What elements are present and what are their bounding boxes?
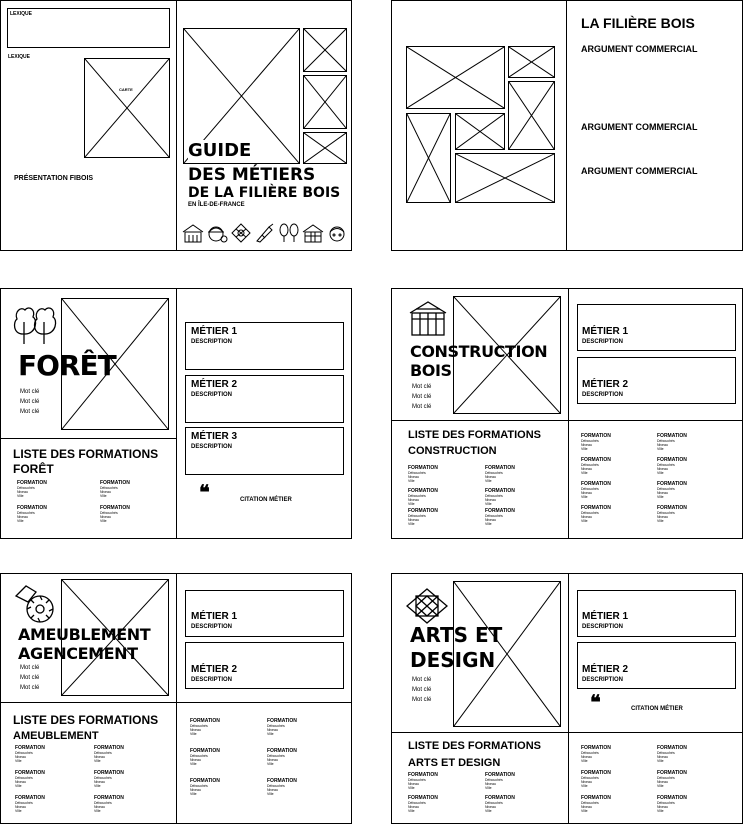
ameublement-title-2: AGENCEMENT [18,644,138,663]
formation-line: Ville [657,495,664,499]
filiere-image-3 [508,81,555,150]
formation-line: Débouchés [15,776,33,780]
formation-label: FORMATION [485,465,515,471]
formation-line: Niveau [485,498,496,502]
formation-label: FORMATION [94,770,124,776]
formation-label: FORMATION [657,795,687,801]
formation-line: Niveau [485,518,496,522]
formation-label: FORMATION [581,795,611,801]
foret-quote-mark: ❝ [199,480,210,504]
map-placeholder [84,58,170,158]
formation-line: Ville [581,784,588,788]
formation-line: Niveau [657,467,668,471]
formation-line: Débouchés [581,511,599,515]
foret-metier-1-desc: DESCRIPTION [191,339,233,345]
formation-line: Niveau [408,498,419,502]
formation-line: Niveau [408,782,419,786]
foret-keyword-3: Mot clé [20,409,40,415]
foret-keyword-1: Mot clé [20,389,40,395]
formation-item [267,748,327,766]
formation-item [408,465,468,483]
formation-line: Débouchés [581,487,599,491]
formation-item [581,433,641,451]
formation-line: Niveau [657,780,668,784]
formation-label: FORMATION [408,488,438,494]
cover-thumb-2 [303,75,347,129]
formation-line: Niveau [657,515,668,519]
formation-line: Débouchés [267,754,285,758]
formation-line: Ville [408,809,415,813]
formation-label: FORMATION [408,465,438,471]
trees-icon [278,223,300,243]
ameublement-metier-2-desc: DESCRIPTION [191,677,233,683]
cover-title-line2: DES MÉTIERS [188,165,316,185]
foret-list-title-1: LISTE DES FORMATIONS [13,447,159,461]
formation-line: Ville [485,479,492,483]
formation-item [408,508,468,526]
formation-line: Ville [408,786,415,790]
formation-item [581,505,641,523]
filiere-image-2 [508,46,555,78]
formation-line: Débouchés [485,514,503,518]
formation-line: Ville [485,522,492,526]
formation-line: Ville [267,732,274,736]
formation-line: Niveau [15,780,26,784]
formation-line: Niveau [485,805,496,809]
formation-line: Débouchés [408,494,426,498]
formation-label: FORMATION [581,745,611,751]
tools-icon [254,223,276,243]
ameublement-metier-2-title: MÉTIER 2 [191,664,238,675]
formation-line: Ville [408,522,415,526]
formation-item [485,772,545,790]
construction-title-1: CONSTRUCTION [410,342,548,361]
foret-keyword-2: Mot clé [20,399,40,405]
foret-citation: CITATION MÉTIER [240,497,292,503]
formation-line: Niveau [485,475,496,479]
formation-line: Ville [657,759,664,763]
filiere-argument-2: ARGUMENT COMMERCIAL [581,122,698,132]
formation-line: Ville [408,479,415,483]
formation-line: Ville [657,447,664,451]
filiere-image-6 [455,153,555,203]
formation-item [581,745,641,763]
formation-line: Débouchés [94,751,112,755]
formation-label: FORMATION [485,508,515,514]
cover-title-line3: DE LA FILIÈRE BOIS [188,185,341,201]
formation-line: Niveau [581,805,592,809]
formation-label: FORMATION [657,770,687,776]
formation-line: Niveau [408,805,419,809]
formation-label: FORMATION [100,480,130,486]
formation-item [100,480,160,498]
construction-divider [391,420,743,421]
formation-label: FORMATION [94,795,124,801]
formation-item [408,795,468,813]
formation-line: Débouchés [657,487,675,491]
ameublement-metier-1-title: MÉTIER 1 [191,611,238,622]
formation-line: Débouchés [485,801,503,805]
formation-line: Ville [267,792,274,796]
ameublement-list-title-1: LISTE DES FORMATIONS [13,713,159,727]
formation-line: Ville [17,494,24,498]
filiere-image-4 [406,113,451,203]
formation-label: FORMATION [100,505,130,511]
formation-line: Débouchés [267,784,285,788]
formation-label: FORMATION [408,508,438,514]
formation-line: Ville [15,809,22,813]
construction-metier-1-desc: DESCRIPTION [582,339,624,345]
construction-keyword-2: Mot clé [412,394,432,400]
spread-filiere-fold [566,0,567,251]
map-label: CARTE [119,87,133,92]
arts-quote-mark: ❝ [590,690,601,714]
formation-label: FORMATION [485,772,515,778]
formation-line: Niveau [94,755,105,759]
formation-item [267,718,327,736]
formation-label: FORMATION [581,481,611,487]
ameublement-keyword-1: Mot clé [20,665,40,671]
formation-line: Niveau [581,443,592,447]
formation-line: Niveau [657,491,668,495]
house-frame-icon [302,223,324,243]
ameublement-list-title-2: AMEUBLEMENT [13,730,99,742]
foret-list-title-2: FORÊT [13,462,54,476]
formation-line: Débouchés [15,801,33,805]
ameublement-divider [0,702,352,703]
formation-line: Ville [94,759,101,763]
formation-line: Débouchés [190,724,208,728]
formation-line: Débouchés [657,439,675,443]
formation-line: Ville [485,502,492,506]
formation-line: Ville [657,519,664,523]
arts-title-1: ARTS ET [410,623,503,647]
formation-line: Débouchés [657,463,675,467]
formation-line: Niveau [581,491,592,495]
filiere-image-1 [406,46,505,109]
formation-item [581,795,641,813]
formation-label: FORMATION [657,745,687,751]
formation-line: Niveau [408,518,419,522]
formation-label: FORMATION [15,745,45,751]
arts-metier-1-desc: DESCRIPTION [582,624,624,630]
cover-thumb-1 [303,28,347,72]
formation-item [190,778,250,796]
formation-item [485,508,545,526]
cover-title-guide: GUIDE [188,140,252,161]
formation-line: Débouchés [581,463,599,467]
formation-line: Ville [408,502,415,506]
ameublement-keyword-2: Mot clé [20,675,40,681]
formation-line: Ville [100,494,107,498]
formation-item [657,745,717,763]
formation-line: Niveau [100,515,111,519]
formation-item [15,745,75,763]
house-icon [182,223,204,243]
formation-item [657,795,717,813]
formation-item [17,505,77,523]
formation-line: Débouchés [485,494,503,498]
filiere-argument-3: ARGUMENT COMMERCIAL [581,166,698,176]
formation-line: Ville [190,732,197,736]
cover-thumb-3 [303,132,347,164]
formation-label: FORMATION [190,778,220,784]
arts-divider [391,732,568,733]
formation-line: Ville [94,809,101,813]
filiere-image-5 [455,113,505,150]
formation-label: FORMATION [17,480,47,486]
formation-line: Niveau [17,515,28,519]
formation-item [15,770,75,788]
formation-line: Débouchés [485,471,503,475]
formation-line: Ville [581,495,588,499]
formation-line: Débouchés [581,776,599,780]
construction-list-title-2: CONSTRUCTION [408,445,497,457]
foret-metier-3-title: MÉTIER 3 [191,431,238,442]
presentation-label: PRÉSENTATION FIBOIS [14,175,94,182]
spread-cover-fold [176,0,177,251]
formation-line: Ville [17,519,24,523]
arts-metier-2-desc: DESCRIPTION [582,677,624,683]
formation-label: FORMATION [267,778,297,784]
marquetry-icon [230,223,252,243]
formation-label: FORMATION [657,481,687,487]
formation-line: Débouchés [581,439,599,443]
formation-line: Niveau [15,755,26,759]
formation-item [657,505,717,523]
construction-title-2: BOIS [410,361,452,380]
formation-line: Niveau [94,780,105,784]
construction-metier-2-title: MÉTIER 2 [582,379,629,390]
formation-line: Niveau [485,782,496,786]
formation-label: FORMATION [485,488,515,494]
arts-metier-2-title: MÉTIER 2 [582,664,629,675]
carpenter-icon [326,223,348,243]
formation-line: Niveau [408,475,419,479]
formation-line: Débouchés [190,754,208,758]
formation-line: Débouchés [408,514,426,518]
formation-line: Niveau [15,805,26,809]
construction-metier-1-title: MÉTIER 1 [582,326,629,337]
foret-divider [0,438,176,439]
formation-line: Ville [581,519,588,523]
arts-list-title-2: ARTS ET DESIGN [408,757,501,769]
formation-line: Débouchés [657,801,675,805]
trees-icon [11,304,57,344]
formation-line: Ville [15,784,22,788]
arts-keyword-1: Mot clé [412,677,432,683]
formation-line: Niveau [190,728,201,732]
arts-citation: CITATION MÉTIER [631,706,683,712]
formation-line: Débouchés [94,801,112,805]
formation-line: Niveau [581,467,592,471]
arts-metier-1-title: MÉTIER 1 [582,611,629,622]
formation-line: Niveau [657,805,668,809]
formation-label: FORMATION [657,505,687,511]
formation-label: FORMATION [581,433,611,439]
formation-item [408,488,468,506]
formation-item [94,770,154,788]
ameublement-metier-1-desc: DESCRIPTION [191,624,233,630]
formation-line: Débouchés [17,486,35,490]
construction-keyword-1: Mot clé [412,384,432,390]
formation-line: Ville [657,471,664,475]
formation-line: Niveau [190,758,201,762]
ameublement-title-1: AMEUBLEMENT [18,625,151,644]
house-frame-icon [408,300,448,336]
formation-line: Débouchés [657,511,675,515]
formation-label: FORMATION [15,795,45,801]
formation-line: Ville [657,809,664,813]
formation-line: Débouchés [15,751,33,755]
formation-line: Ville [485,809,492,813]
formation-label: FORMATION [408,795,438,801]
formation-item [408,772,468,790]
formation-line: Ville [267,762,274,766]
worker-helmet-icon [206,223,228,243]
formation-line: Ville [581,447,588,451]
foret-metier-2-desc: DESCRIPTION [191,392,233,398]
formation-line: Ville [657,784,664,788]
formation-line: Débouchés [485,778,503,782]
formation-label: FORMATION [15,770,45,776]
formation-label: FORMATION [190,718,220,724]
arts-keyword-3: Mot clé [412,697,432,703]
lexique-box-label: LEXIQUE [10,11,32,17]
formation-line: Débouchés [100,486,118,490]
formation-line: Ville [581,759,588,763]
lexique-label: LEXIQUE [8,54,30,60]
formation-label: FORMATION [485,795,515,801]
formation-line: Débouchés [94,776,112,780]
construction-metier-2-desc: DESCRIPTION [582,392,624,398]
formation-label: FORMATION [657,433,687,439]
formation-item [190,748,250,766]
formation-item [94,795,154,813]
formation-line: Débouchés [657,776,675,780]
formation-line: Ville [15,759,22,763]
formation-item [485,795,545,813]
construction-keyword-3: Mot clé [412,404,432,410]
formation-line: Ville [94,784,101,788]
formation-line: Ville [190,762,197,766]
formation-item [657,770,717,788]
formation-line: Niveau [267,788,278,792]
formation-label: FORMATION [408,772,438,778]
foret-title: FORÊT [18,349,116,382]
formation-line: Niveau [94,805,105,809]
ameublement-keyword-3: Mot clé [20,685,40,691]
formation-line: Niveau [657,755,668,759]
formation-item [15,795,75,813]
formation-item [485,465,545,483]
formation-line: Ville [581,471,588,475]
formation-line: Débouchés [17,511,35,515]
formation-line: Ville [100,519,107,523]
arts-divider-right [568,732,743,733]
construction-list-title-1: LISTE DES FORMATIONS [408,429,542,441]
cover-title-line4: EN ÎLE-DE-FRANCE [188,202,245,208]
spread-arts-fold [568,573,569,824]
formation-line: Ville [190,792,197,796]
formation-item [657,433,717,451]
formation-line: Niveau [190,788,201,792]
formation-item [657,481,717,499]
formation-label: FORMATION [267,748,297,754]
formation-label: FORMATION [190,748,220,754]
formation-line: Niveau [581,515,592,519]
formation-item [190,718,250,736]
formation-line: Niveau [100,490,111,494]
formation-line: Débouchés [190,784,208,788]
formation-item [485,488,545,506]
spread-foret-fold [176,288,177,539]
formation-item [581,770,641,788]
arts-list-title-1: LISTE DES FORMATIONS [408,740,542,752]
formation-label: FORMATION [581,457,611,463]
foret-metier-3-desc: DESCRIPTION [191,444,233,450]
formation-item [267,778,327,796]
formation-label: FORMATION [267,718,297,724]
formation-line: Débouchés [100,511,118,515]
foret-metier-1-title: MÉTIER 1 [191,326,238,337]
formation-line: Niveau [581,755,592,759]
arts-keyword-2: Mot clé [412,687,432,693]
circular-saw-icon [14,584,58,626]
formation-line: Débouchés [581,801,599,805]
formation-line: Débouchés [581,751,599,755]
formation-line: Ville [581,809,588,813]
formation-label: FORMATION [94,745,124,751]
filiere-title: LA FILIÈRE BOIS [581,15,695,31]
formation-item [17,480,77,498]
formation-line: Niveau [657,443,668,447]
formation-item [657,457,717,475]
formation-line: Niveau [267,728,278,732]
formation-item [100,505,160,523]
marquetry-icon [406,588,448,624]
formation-line: Débouchés [408,471,426,475]
formation-line: Niveau [17,490,28,494]
formation-label: FORMATION [581,770,611,776]
formation-item [94,745,154,763]
formation-label: FORMATION [17,505,47,511]
formation-label: FORMATION [657,457,687,463]
spread-ameublement-fold [176,573,177,824]
formation-line: Débouchés [657,751,675,755]
formation-line: Débouchés [408,801,426,805]
formation-label: FORMATION [581,505,611,511]
spread-construction-fold [568,288,569,539]
filiere-argument-1: ARGUMENT COMMERCIAL [581,44,698,54]
formation-line: Débouchés [267,724,285,728]
formation-line: Ville [485,786,492,790]
formation-line: Débouchés [408,778,426,782]
formation-item [581,457,641,475]
formation-item [581,481,641,499]
foret-metier-2-title: MÉTIER 2 [191,379,238,390]
formation-line: Niveau [267,758,278,762]
arts-title-2: DESIGN [410,648,496,672]
formation-line: Niveau [581,780,592,784]
